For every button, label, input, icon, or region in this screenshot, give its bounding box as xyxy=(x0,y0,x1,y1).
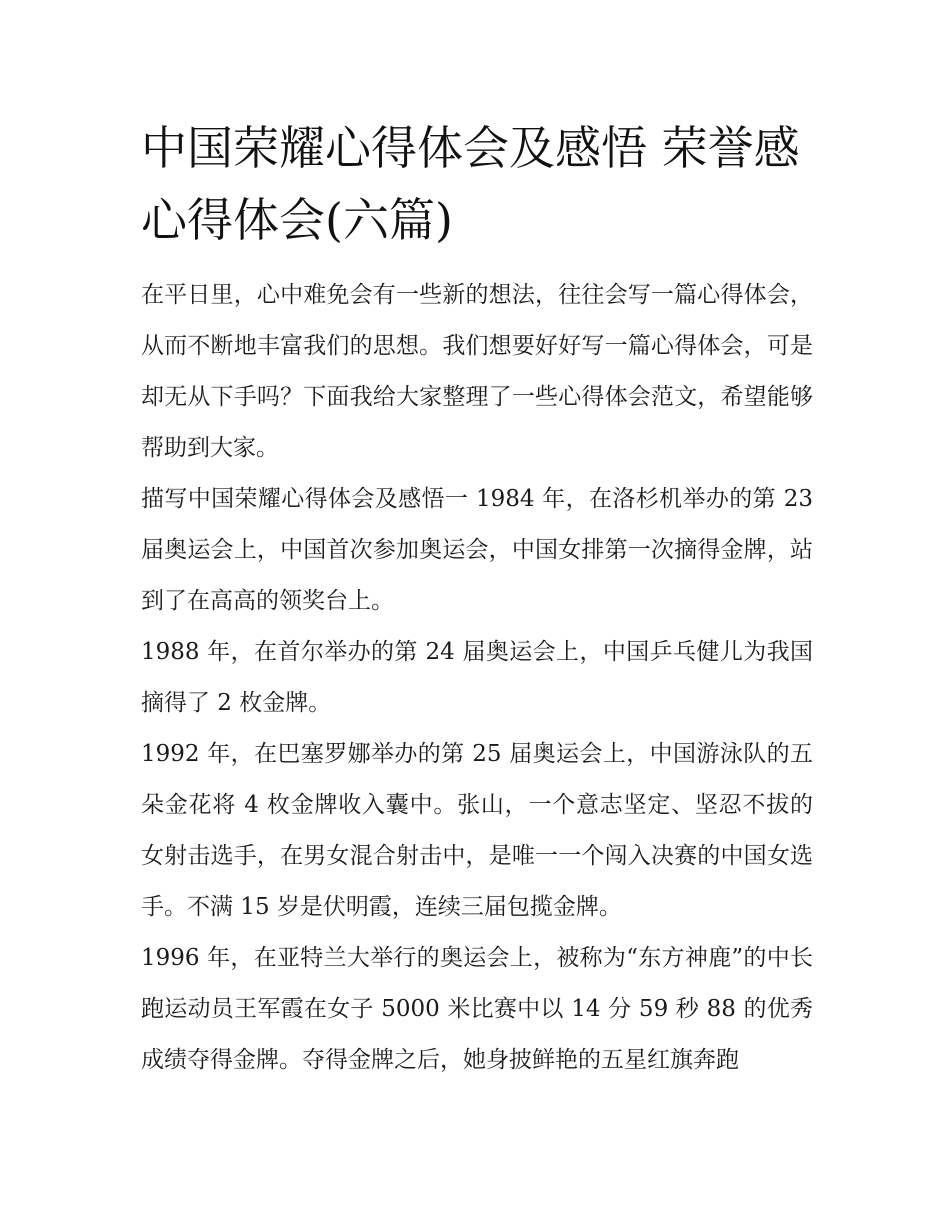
document-title: 中国荣耀心得体会及感悟 荣誉感心得体会(六篇) xyxy=(141,121,800,247)
paragraph-1992: 1992 年，在巴塞罗娜举办的第 25 届奥运会上，中国游泳队的五朵金花将 4 枚金牌收入囊中。张山，一个意志坚定、坚忍不拔的女射击选手，在男女混合射击中，是唯一一个闯入决赛的中国女选手。不满 15 岁是伏明霞，连续三届包揽金牌。 xyxy=(141,741,813,920)
intro-paragraph: 在平日里，心中难免会有一些新的想法，往往会写一篇心得体会，从而不断地丰富我们的思想。我们想要好好写一篇心得体会，可是却无从下手吗？下面我给大家整理了一些心得体会范文，希望能够帮助到大家。 xyxy=(141,282,813,461)
paragraph-1988: 1988 年，在首尔举办的第 24 届奥运会上，中国乒乓健儿为我国摘得了 2 枚金牌。 xyxy=(141,639,813,716)
paragraph-1996: 1996 年，在亚特兰大举行的奥运会上，被称为“东方神鹿”的中长跑运动员王军霞在女子 5000 米比赛中以 14 分 59 秒 88 的优秀成绩夺得金牌。夺得金牌之后，她身披鲜艳的五星红旗奔跑 xyxy=(141,945,813,1073)
paragraph-1984: 描写中国荣耀心得体会及感悟一 1984 年，在洛杉机举办的第 23 届奥运会上，中国首次参加奥运会，中国女排第一次摘得金牌，站到了在高高的领奖台上。 xyxy=(141,486,813,614)
document-page xyxy=(141,112,813,1086)
